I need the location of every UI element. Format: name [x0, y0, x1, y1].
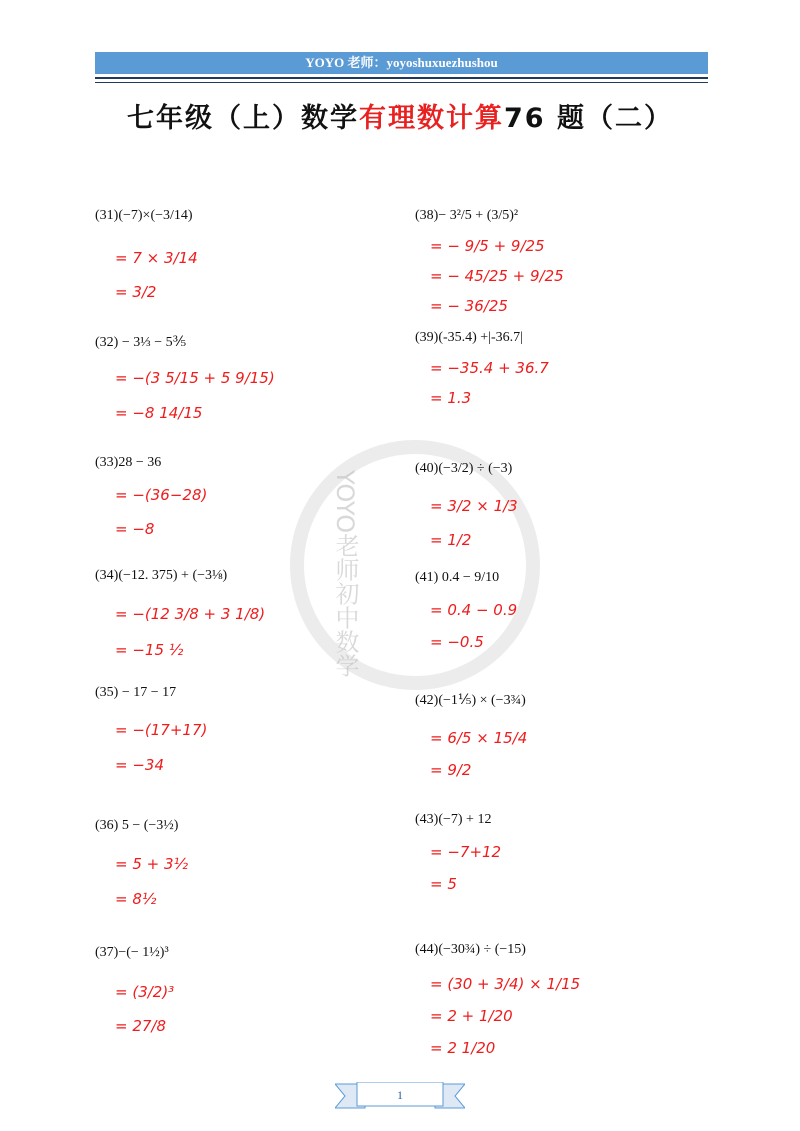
solution-step: = 1/2 [430, 531, 472, 549]
solution-step: = 3/2 × 1/3 [430, 497, 518, 515]
solution-step: = 5 + 3½ [115, 855, 189, 873]
title-highlight: 有理数计算 [359, 103, 504, 134]
solution-step: = −(3 5/15 + 5 9/15) [115, 369, 275, 387]
solution-step: = −15 ½ [115, 641, 184, 659]
solution-step: = − 36/25 [430, 297, 508, 315]
solution-step: = −(17+17) [115, 721, 208, 739]
solution-step: = − 45/25 + 9/25 [430, 267, 564, 285]
problem-statement: (40)(−3/2) ÷ (−3) [415, 461, 513, 476]
solution-step: = −(12 3/8 + 3 1/8) [115, 605, 266, 623]
solution-step: = −0.5 [430, 633, 484, 651]
page-title [0, 96, 800, 135]
title-prefix: 七年级（上）数学 [127, 103, 359, 134]
solution-step: = −(36−28) [115, 486, 208, 504]
problem-statement: (34)(−12. 375) + (−3⅛) [95, 568, 228, 583]
problem-statement: (35) − 17 − 17 [95, 685, 177, 700]
solution-step: = (3/2)³ [115, 983, 175, 1001]
solution-step: = 9/2 [430, 761, 472, 779]
problem-statement: (38)− 3²/5 + (3/5)² [415, 208, 519, 223]
solution-step: = 3/2 [115, 283, 157, 301]
solution-step: = 1.3 [430, 389, 472, 407]
header-rule [95, 77, 708, 79]
problem-statement: (36) 5 − (−3½) [95, 818, 179, 833]
problem-statement: (32) − 3⅓ − 5⅗ [95, 335, 187, 350]
problem-statement: (31)(−7)×(−3/14) [95, 208, 193, 223]
solution-step: = 8½ [115, 890, 157, 908]
problem-statement: (33)28 − 36 [95, 455, 162, 470]
problem-statement: (41) 0.4 − 9/10 [415, 570, 500, 585]
solution-step: = (30 + 3/4) × 1/15 [430, 975, 581, 993]
problem-statement: (39)(-35.4) +|-36.7| [415, 330, 523, 345]
problem-statement: (42)(−1⅕) × (−3¾) [415, 693, 526, 708]
solution-step: = 7 × 3/14 [115, 249, 198, 267]
header-rule-thin [95, 82, 708, 83]
solution-step: = 6/5 × 15/4 [430, 729, 528, 747]
page-number: 1 [397, 1088, 403, 1102]
problem-statement: (37)−(− 1½)³ [95, 945, 169, 960]
header-banner: YOYO 老师：yoyoshuxuezhushou [95, 52, 708, 74]
solution-step: = 2 + 1/20 [430, 1007, 513, 1025]
watermark-text: YOYO老师初中数学 [331, 470, 359, 678]
solution-step: = −8 [115, 520, 155, 538]
solution-step: = −7+12 [430, 843, 502, 861]
solution-step: = −35.4 + 36.7 [430, 359, 549, 377]
solution-step: = 5 [430, 875, 457, 893]
problem-statement: (44)(−30¾) ÷ (−15) [415, 942, 526, 957]
problem-statement: (43)(−7) + 12 [415, 812, 492, 827]
watermark-circle [290, 440, 540, 690]
title-suffix: 76 题（二） [504, 103, 673, 134]
solution-step: = −8 14/15 [115, 404, 203, 422]
solution-step: = 0.4 − 0.9 [430, 601, 518, 619]
solution-step: = −34 [115, 756, 164, 774]
solution-step: = 2 1/20 [430, 1039, 496, 1057]
solution-step: = − 9/5 + 9/25 [430, 237, 545, 255]
solution-step: = 27/8 [115, 1017, 167, 1035]
